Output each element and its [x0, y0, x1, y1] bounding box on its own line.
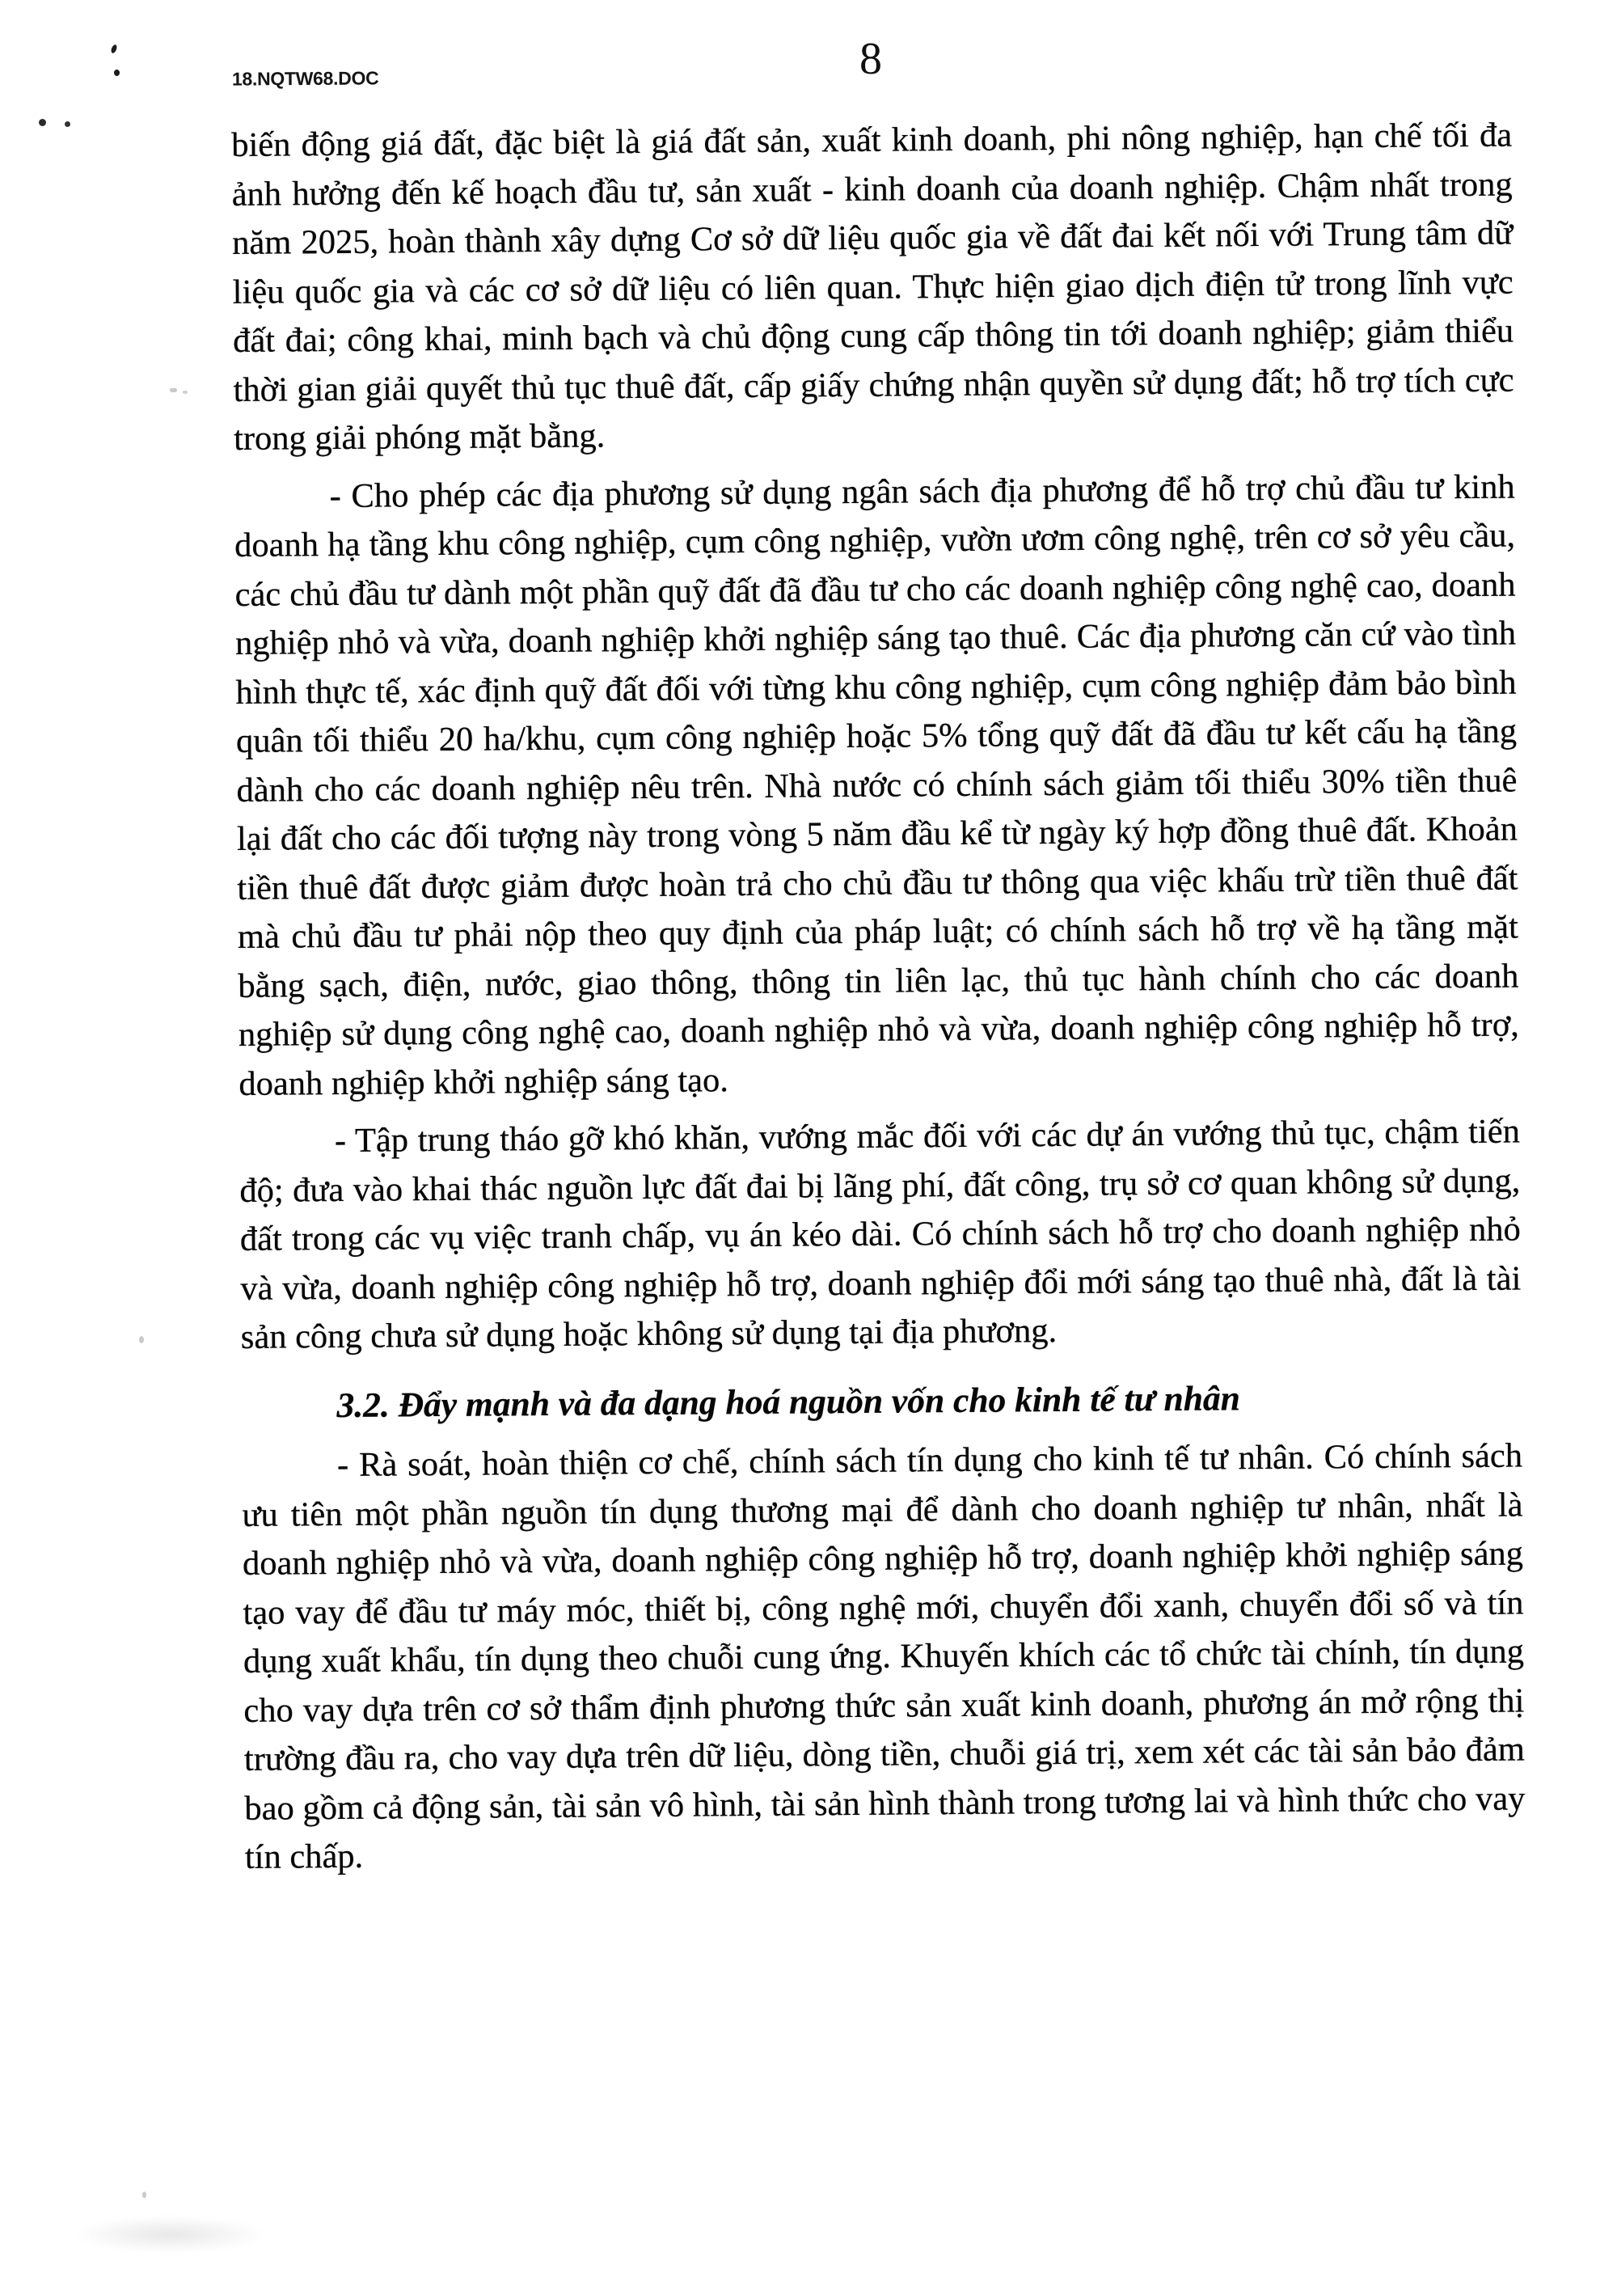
scan-artifact [170, 388, 177, 392]
scan-artifact [142, 2192, 146, 2198]
page-number: 8 [859, 34, 882, 84]
scan-artifact [65, 121, 70, 127]
paragraph: biến động giá đất, đặc biệt là giá đất sản, xuất kinh doanh, phi nông nghiệp, hạn chế tối đa ảnh hưởng đến kế hoạch đầu tư, sản xuất - kinh doanh của doanh nghiệp. Chậm nhất trong năm 2025, hoàn thành xây dựng Cơ sở dữ liệu quốc gia về đất đai kết nối với Trung tâm dữ liệu quốc gia và các cơ sở dữ liệu có liên quan. Thực hiện giao dịch điện tử trong lĩnh vực đất đai; công khai, minh bạch và chủ động cung cấp thông tin tới doanh nghiệp; giảm thiểu thời gian giải quyết thủ tục thuê đất, cấp giấy chứng nhận quyền sử dụng đất; hỗ trợ tích cực trong giải phóng mặt bằng. [231, 116, 1514, 458]
document-body [231, 112, 1526, 1883]
scan-artifact [39, 119, 46, 126]
scan-artifact [73, 2216, 267, 2253]
paragraph: - Tập trung tháo gỡ khó khăn, vướng mắc đối với các dự án vướng thủ tục, chậm tiến độ; đưa vào khai thác nguồn lực đất đai bị lãng phí, đất công, trụ sở cơ quan không sử dụng, đất trong các vụ việc tranh chấp, vụ án kéo dài. Có chính sách hỗ trợ cho doanh nghiệp nhỏ và vừa, doanh nghiệp công nghiệp hỗ trợ, doanh nghiệp đổi mới sáng tạo thuê nhà, đất là tài sản công chưa sử dụng hoặc không sử dụng tại địa phương. [239, 1112, 1522, 1356]
file-label: 18.NQTW68.DOC [231, 67, 379, 90]
scan-artifact [110, 44, 118, 53]
scan-artifact [139, 1336, 144, 1343]
section-heading: 3.2. Đẩy mạnh và đa dạng hoá nguồn vốn cho kinh tế tư nhân [336, 1378, 1241, 1425]
paragraph: - Rà soát, hoàn thiện cơ chế, chính sách tín dụng cho kinh tế tư nhân. Có chính sách ưu tiên một phần nguồn tín dụng thương mại để dành cho doanh nghiệp tư nhân, nhất là doanh nghiệp nhỏ và vừa, doanh nghiệp công nghiệp hỗ trợ, doanh nghiệp khởi nghiệp sáng tạo vay để đầu tư máy móc, thiết bị, công nghệ mới, chuyển đổi xanh, chuyển đổi số và tín dụng xuất khẩu, tín dụng theo chuỗi cung ứng. Khuyến khích các tổ chức tài chính, tín dụng cho vay dựa trên cơ sở thẩm định phương thức sản xuất kinh doanh, phương án mở rộng thị trường đầu ra, cho vay dựa trên dữ liệu, dòng tiền, chuỗi giá trị, xem xét các tài sản bảo đảm bao gồm cả động sản, tài sản vô hình, tài sản hình thành trong tương lai và hình thức cho vay tín chấp. [242, 1436, 1526, 1876]
scan-artifact [183, 391, 188, 394]
paragraph: - Cho phép các địa phương sử dụng ngân sách địa phương để hỗ trợ chủ đầu tư kinh doanh hạ tầng khu công nghiệp, cụm công nghiệp, vườn ươm công nghệ, trên cơ sở yêu cầu, các chủ đầu tư dành một phần quỹ đất đã đầu tư cho các doanh nghiệp công nghệ cao, doanh nghiệp nhỏ và vừa, doanh nghiệp khởi nghiệp sáng tạo thuê. Các địa phương căn cứ vào tình hình thực tế, xác định quỹ đất đối với từng khu công nghiệp, cụm công nghiệp đảm bảo bình quân tối thiểu 20 ha/khu, cụm công nghiệp hoặc 5% tổng quỹ đất đã đầu tư kết cấu hạ tầng dành cho các doanh nghiệp nêu trên. Nhà nước có chính sách giảm tối thiểu 30% tiền thuê lại đất cho các đối tượng này trong vòng 5 năm đầu kể từ ngày ký hợp đồng thuê đất. Khoản tiền thuê đất được giảm được hoàn trả cho chủ đầu tư thông qua việc khấu trừ tiền thuê đất mà chủ đầu tư phải nộp theo quy định của pháp luật; có chính sách hỗ trợ về hạ tầng mặt bằng sạch, điện, nước, giao thông, thông tin liên lạc, thủ tục hành chính cho các doanh nghiệp sử dụng công nghệ cao, doanh nghiệp nhỏ và vừa, doanh nghiệp công nghiệp hỗ trợ, doanh nghiệp khởi nghiệp sáng tạo. [234, 467, 1520, 1103]
scan-artifact [114, 70, 120, 76]
